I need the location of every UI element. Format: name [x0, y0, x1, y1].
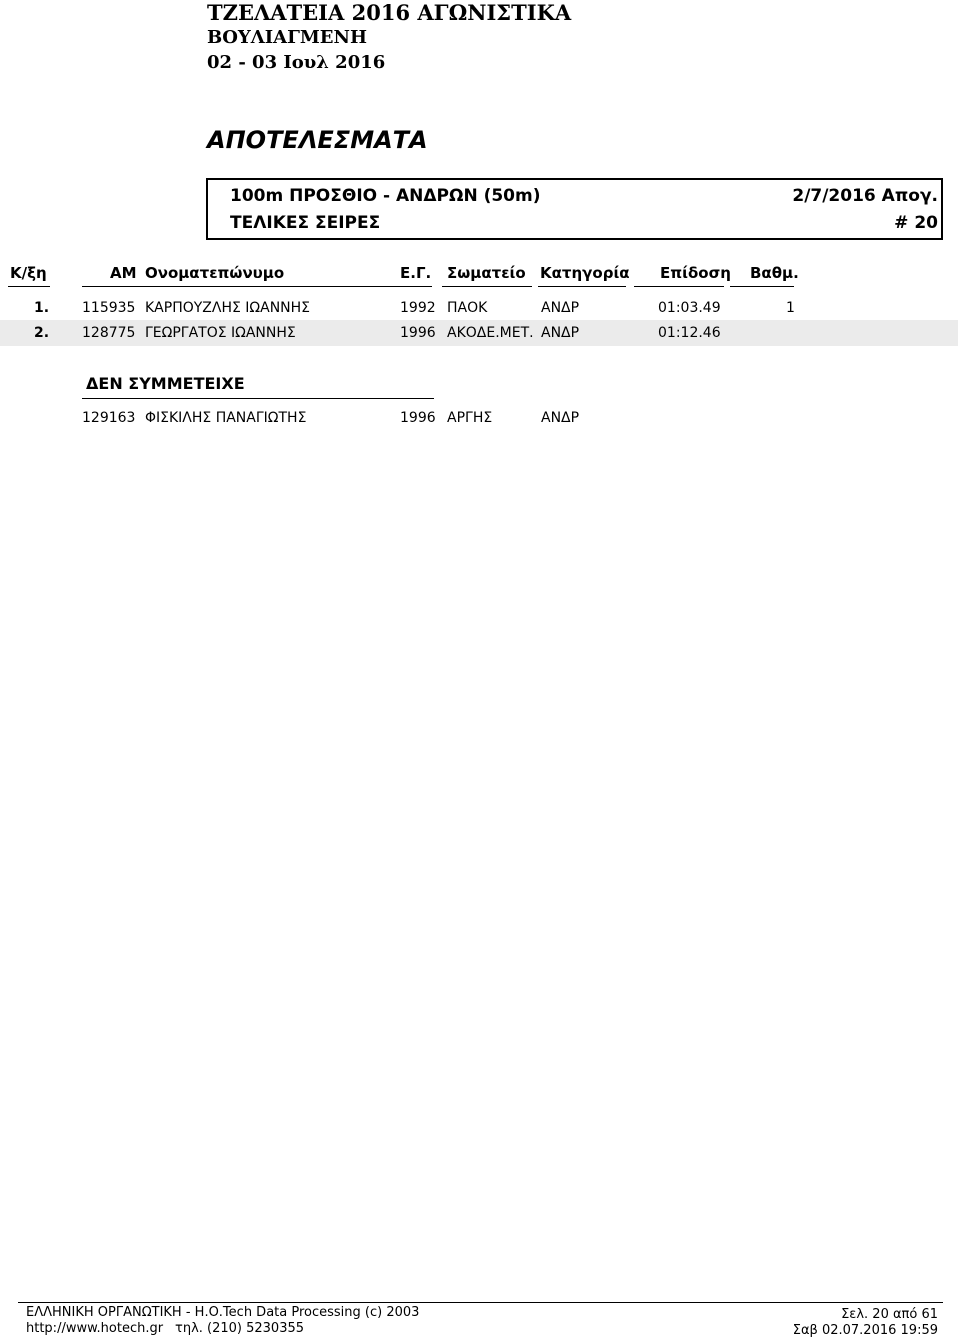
results-title: ΑΠΟΤΕΛΕΣΜΑΤΑ: [207, 126, 428, 154]
col-underline: [634, 286, 724, 287]
result-club: ΠΑΟΚ: [447, 300, 488, 316]
col-underline: [442, 286, 532, 287]
result-time: 01:12.46: [658, 325, 721, 341]
event-date: 2/7/2016 Απογ.: [792, 186, 938, 206]
event-heat: # 20: [894, 213, 938, 233]
dns-am: 129163: [82, 410, 136, 426]
col-header-year: Ε.Γ.: [400, 264, 432, 282]
result-category: ΑΝΔΡ: [541, 300, 580, 316]
result-am: 115935: [82, 300, 136, 316]
footer-company: ΕΛΛΗΝΙΚΗ ΟΡΓΑΝΩΤΙΚΗ - Η.Ο.Tech Data Processing (c) 2003: [26, 1305, 420, 1320]
result-rank: 1.: [34, 300, 50, 316]
result-category: ΑΝΔΡ: [541, 325, 580, 341]
dns-year: 1996: [400, 410, 436, 426]
footer-divider: [18, 1302, 943, 1303]
dns-row: [0, 405, 958, 431]
venue: ΒΟΥΛΙΑΓΜΕΝΗ: [207, 27, 367, 48]
col-header-name: Ονοματεπώνυμο: [145, 264, 285, 282]
footer-phone: τηλ. (210) 5230355: [175, 1321, 305, 1336]
footer-page-number: Σελ. 20 από 61: [841, 1307, 938, 1322]
dns-category: ΑΝΔΡ: [541, 410, 580, 426]
col-header-category: Κατηγορία: [540, 264, 630, 282]
result-year: 1996: [400, 325, 436, 341]
dns-club: ΑΡΓΗΣ: [447, 410, 493, 426]
col-underline: [730, 286, 794, 287]
event-title: 100m ΠΡΟΣΘΙΟ - ΑΝΔΡΩΝ (50m): [230, 186, 541, 206]
result-year: 1992: [400, 300, 436, 316]
dns-name: ΦΙΣΚΙΛΗΣ ΠΑΝΑΓΙΩΤΗΣ: [145, 410, 307, 426]
result-name: ΓΕΩΡΓΑΤΟΣ ΙΩΑΝΝΗΣ: [145, 325, 296, 341]
result-rank: 2.: [34, 325, 50, 341]
result-time: 01:03.49: [658, 300, 721, 316]
dns-underline: [82, 398, 434, 399]
col-underline: [538, 286, 626, 287]
result-club: ΑΚΟΔΕ.ΜΕΤ.: [447, 325, 534, 341]
col-header-points: Βαθμ.: [750, 264, 799, 282]
col-header-time: Επίδοση: [660, 264, 731, 282]
col-header-am: ΑΜ: [110, 264, 137, 282]
col-underline: [82, 286, 432, 287]
result-name: ΚΑΡΠΟΥΖΛΗΣ ΙΩΑΝΝΗΣ: [145, 300, 311, 316]
competition-dates: 02 - 03 Ιουλ 2016: [207, 52, 386, 73]
table-row: [0, 320, 958, 346]
result-points: 1: [786, 300, 795, 316]
col-header-rank: Κ/ξη: [10, 264, 47, 282]
dns-heading: ΔΕΝ ΣΥΜΜΕΤΕΙΧΕ: [86, 374, 245, 393]
footer-timestamp: Σαβ 02.07.2016 19:59: [792, 1323, 938, 1338]
result-am: 128775: [82, 325, 136, 341]
col-header-club: Σωματείο: [447, 264, 526, 282]
col-underline: [8, 286, 50, 287]
footer-url[interactable]: http://www.hotech.gr: [26, 1321, 164, 1336]
event-round: ΤΕΛΙΚΕΣ ΣΕΙΡΕΣ: [230, 213, 381, 233]
table-row: [0, 295, 958, 321]
competition-title: ΤΖΕΛΑΤΕΙΑ 2016 ΑΓΩΝΙΣΤΙΚΑ: [207, 0, 572, 25]
